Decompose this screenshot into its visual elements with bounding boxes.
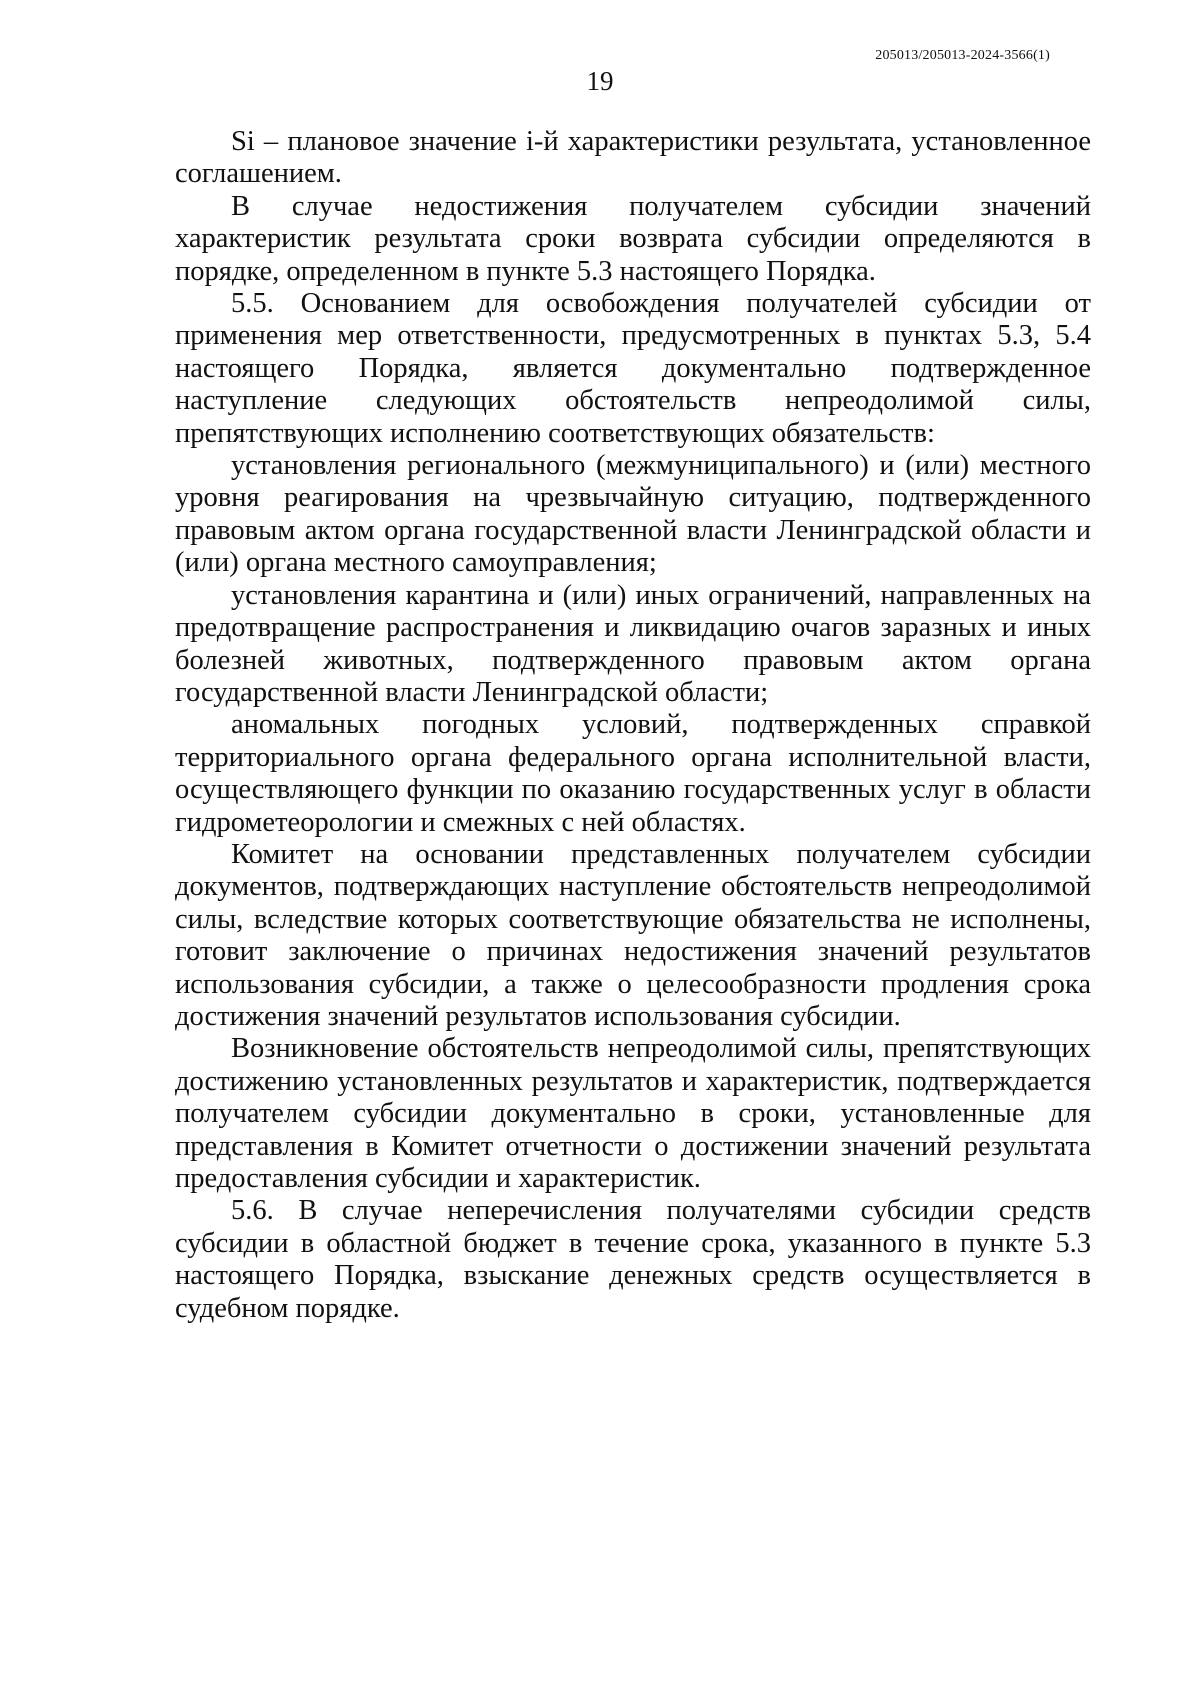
paragraph-committee-conclusion: Комитет на основании представленных получателем субсидии документов, подтверждающих наступление обстоятельств непреодолимой силы, вследствие которых соответствующие обязательства не исполнены, готовит заключение о причинах недостижения значений результатов использования субсидии, а также о целесообразности продления срока достижения значений результатов использования субсидии. [175,838,1091,1032]
paragraph-5-5: 5.5. Основанием для освобождения получателей субсидии от применения мер ответственности, предусмотренных в пунктах 5.3, 5.4 настоящего Порядка, является документально подтвержденное наступление следующих обстоятельств непреодолимой силы, препятствующих исполнению соответствующих обязательств: [175,288,1091,449]
document-body [175,126,1091,1325]
paragraph-5-6: 5.6. В случае неперечисления получателями субсидии средств субсидии в областной бюджет в течение срока, указанного в пункте 5.3 настоящего Порядка, взыскание денежных средств осуществляется в судебном порядке. [175,1195,1091,1324]
paragraph-quarantine: установления карантина и (или) иных ограничений, направленных на предотвращение распространения и ликвидацию очагов заразных и иных болезней животных, подтвержденного правовым актом органа государственной власти Ленинградской области; [175,579,1091,708]
paragraph-force-majeure-confirmation: Возникновение обстоятельств непреодолимой силы, препятствующих достижению установленных результатов и характеристик, подтверждается получателем субсидии документально в сроки, установленные для представления в Комитет отчетности о достижении значений результата предоставления субсидии и характеристик. [175,1033,1091,1194]
paragraph-emergency-response: установления регионального (межмуниципального) и (или) местного уровня реагирования на чрезвычайную ситуацию, подтвержденного правовым актом органа государственной власти Ленинградской области и (или) органа местного самоуправления; [175,450,1091,579]
document-id: 205013/205013-2024-3566(1) [875,48,1050,63]
page-number: 19 [586,66,614,96]
paragraph-si-definition: Si – плановое значение i-й характеристики результата, установленное соглашением. [175,126,1091,190]
paragraph-weather-conditions: аномальных погодных условий, подтвержденных справкой территориального органа федерального органа исполнительной власти, осуществляющего функции по оказанию государственных услуг в области гидрометеорологии и смежных с ней областях. [175,709,1091,838]
paragraph-refund-terms: В случае недостижения получателем субсидии значений характеристик результата сроки возврата субсидии определяются в порядке, определенном в пункте 5.3 настоящего Порядка. [175,190,1091,287]
